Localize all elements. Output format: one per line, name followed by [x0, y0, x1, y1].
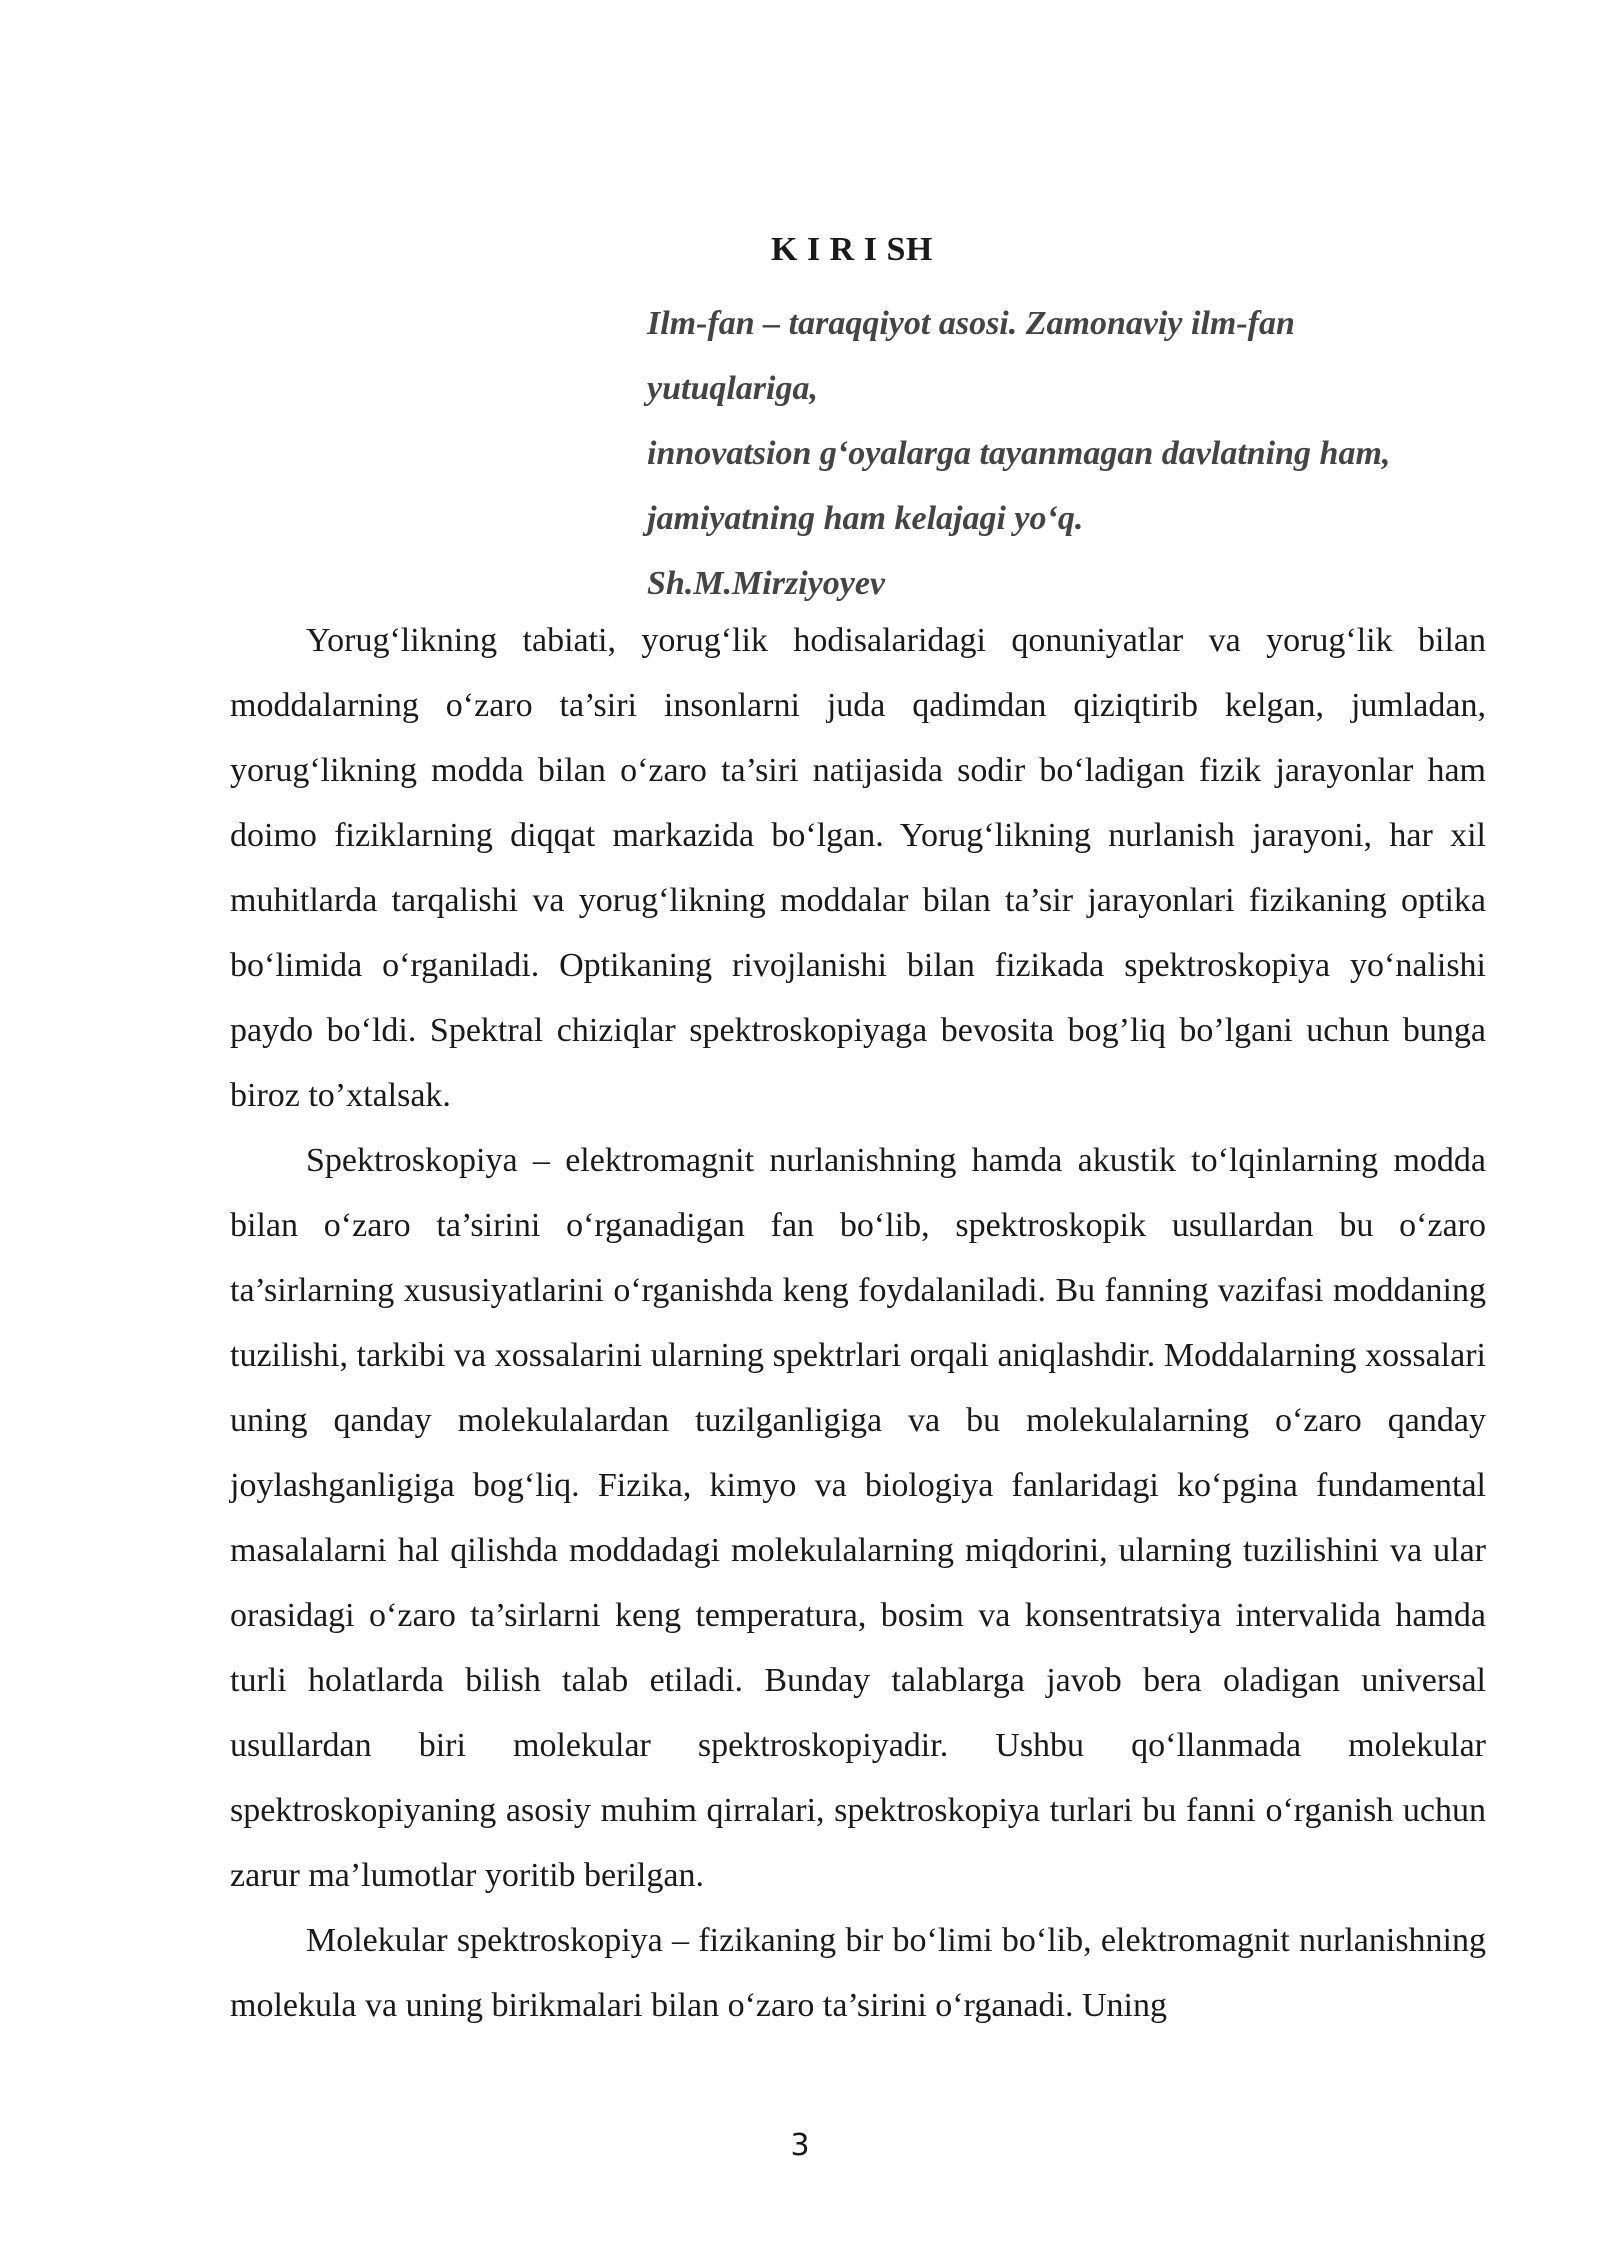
paragraph: Molekular spektroskopiya – fizikaning bir bo‘limi bo‘lib, elektromagnit nurlanishning molekula va uning birikmalari bilan o‘zaro ta’sirini o‘rganadi. Uning — [230, 1922, 1486, 2024]
page-number: 3 — [790, 2128, 810, 2163]
paragraph: Spektroskopiya – elektromagnit nurlanishning hamda akustik to‘lqinlarning modda bilan o‘zaro ta’sirini o‘rganadigan fan bo‘lib, spektroskopik usullardan bu o‘zaro ta’sirlarning xususiyatlarini o‘rganishda keng foydalaniladi. Bu fanning vazifasi moddaning tuzilishi, tarkibi va xossalarini ularning spektrlari orqali aniqlashdir. Moddalarning xossalari uning qanday molekulalardan tuzilganligiga va bu molekulalarning o‘zaro qanday joylashganligiga bog‘liq. Fizika, kimyo va biologiya fanlaridagi ko‘pgina fundamental masalalarni hal qilishda moddadagi molekulalarning miqdorini, ularning tuzilishini va ular orasidagi o‘zaro ta’sirlarni keng temperatura, bosim va konsentratsiya intervalida hamda turli holatlarda bilish talab etiladi. Bunday talablarga javob bera oladigan universal usullardan biri molekular spektroskopiyadir. Ushbu qo‘llanmada molekular spektroskopiyaning asosiy muhim qirralari, spektroskopiya turlari bu fanni o‘rganish uchun zarur ma’lumotlar yoritib berilgan. — [230, 1142, 1486, 1894]
epigraph-line: yutuqlariga, — [647, 370, 818, 407]
page-title: K I R I SH — [771, 231, 933, 268]
epigraph — [647, 291, 1507, 616]
epigraph-author: Sh.M.Mirziyoyev — [647, 565, 885, 602]
epigraph-line: Ilm-fan – taraqqiyot asosi. Zamonaviy ilm-fan — [647, 305, 1295, 342]
paragraph: Yorug‘likning tabiati, yorug‘lik hodisalaridagi qonuniyatlar va yorug‘lik bilan moddalarning o‘zaro ta’siri insonlarni juda qadimdan qiziqtirib kelgan, jumladan, yorug‘likning modda bilan o‘zaro ta’siri natijasida sodir bo‘ladigan fizik jarayonlar ham doimo fiziklarning diqqat markazida bo‘lgan. Yorug‘likning nurlanish jarayoni, har xil muhitlarda tarqalishi va yorug‘likning moddalar bilan ta’sir jarayonlari fizikaning optika bo‘limida o‘rganiladi. Optikaning rivojlanishi bilan fizikada spektroskopiya yo‘nalishi paydo bo‘ldi. Spektral chiziqlar spektroskopiyaga bevosita bog’liq bo’lgani uchun bunga biroz to’xtalsak. — [230, 622, 1486, 1114]
epigraph-line: innovatsion g‘oyalarga tayanmagan davlatning ham, — [647, 435, 1391, 472]
epigraph-line: jamiyatning ham kelajagi yo‘q. — [647, 500, 1084, 537]
body-text — [230, 608, 1486, 2038]
